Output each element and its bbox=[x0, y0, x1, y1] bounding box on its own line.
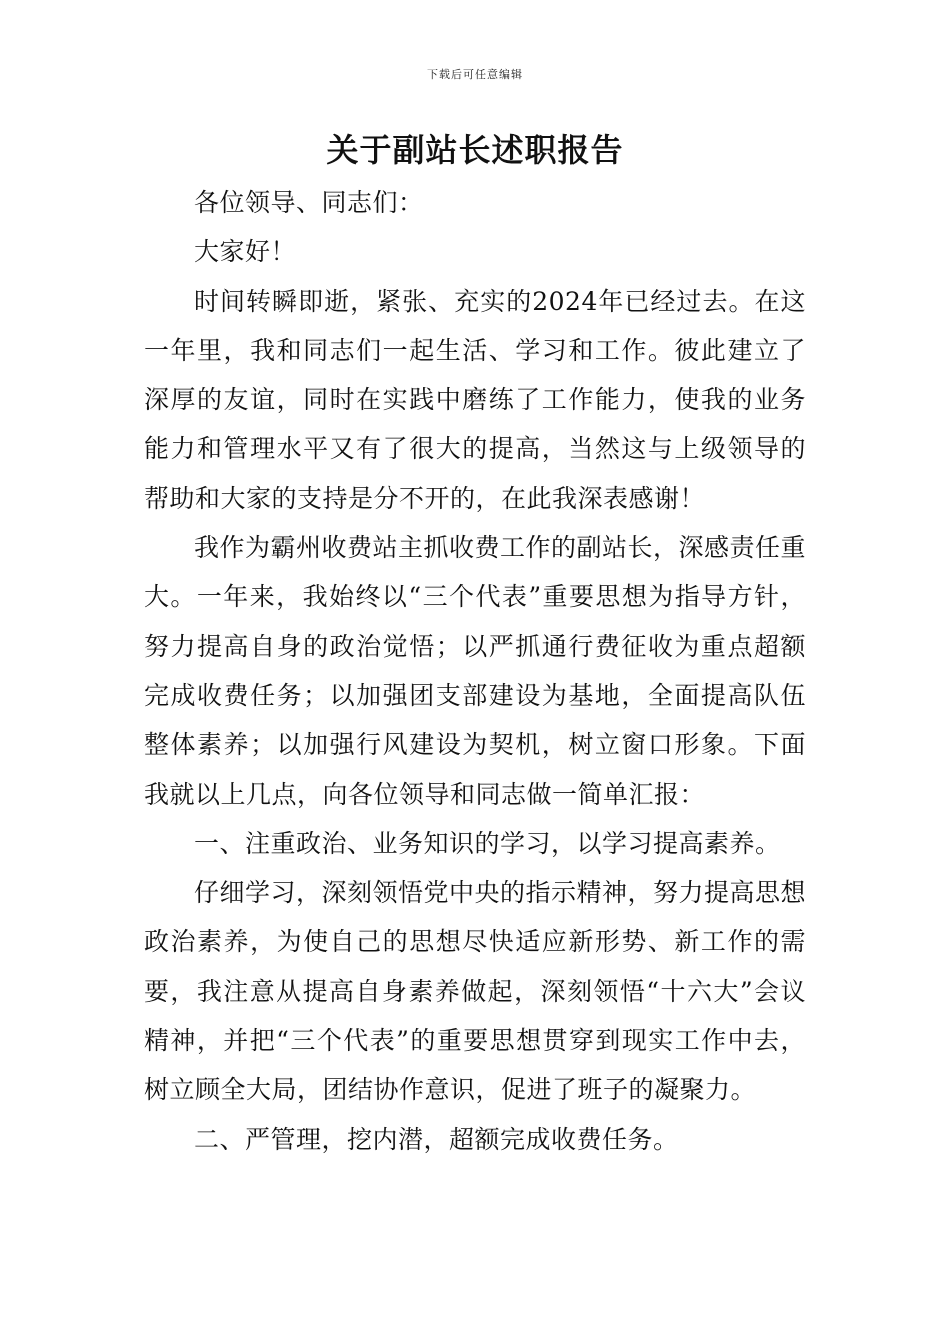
section-heading-2: 二、严管理，挖内潜，超额完成收费任务。 bbox=[194, 1124, 679, 1154]
salutation: 各位领导、同志们： bbox=[194, 188, 424, 217]
paragraph-role: 我作为霸州收费站主抓收费工作的副站长，深感责任重大。一年来，我始终以“三个代表”重要思想为指导方针，努力提高自身的政治觉悟；以严抓通行费征收为重点超额完成收费任务；以加强团支部建设为基地，全面提高队伍整体素养；以加强行风建设为契机，树立窗口形象。下面我就以上几点，向各位领导和同志做一简单汇报： bbox=[144, 533, 807, 809]
paragraph-study: 仔细学习，深刻领悟党中央的指示精神，努力提高思想政治素养，为使自己的思想尽快适应新形势、新工作的需要，我注意从提高自身素养做起，深刻领悟“十六大”会议精神，并把“三个代表”的重要思想贯穿到现实工作中去，树立顾全大局，团结协作意识，促进了班子的凝聚力。 bbox=[144, 878, 807, 1105]
header-note: 下载后可任意编辑 bbox=[427, 68, 523, 81]
greeting: 大家好！ bbox=[194, 237, 297, 267]
paragraph-intro: 时间转瞬即逝，紧张、充实的2024年已经过去。在这一年里，我和同志们一起生活、学习和工作。彼此建立了深厚的友谊，同时在实践中磨练了工作能力，使我的业务能力和管理水平又有了很大的提高，当然这与上级领导的帮助和大家的支持是分不开的，在此我深表感谢！ bbox=[144, 286, 806, 513]
section-heading-1: 一、注重政治、业务知识的学习，以学习提高素养。 bbox=[194, 828, 781, 858]
document-title: 关于副站长述职报告 bbox=[326, 131, 624, 169]
document-body bbox=[144, 178, 806, 1164]
